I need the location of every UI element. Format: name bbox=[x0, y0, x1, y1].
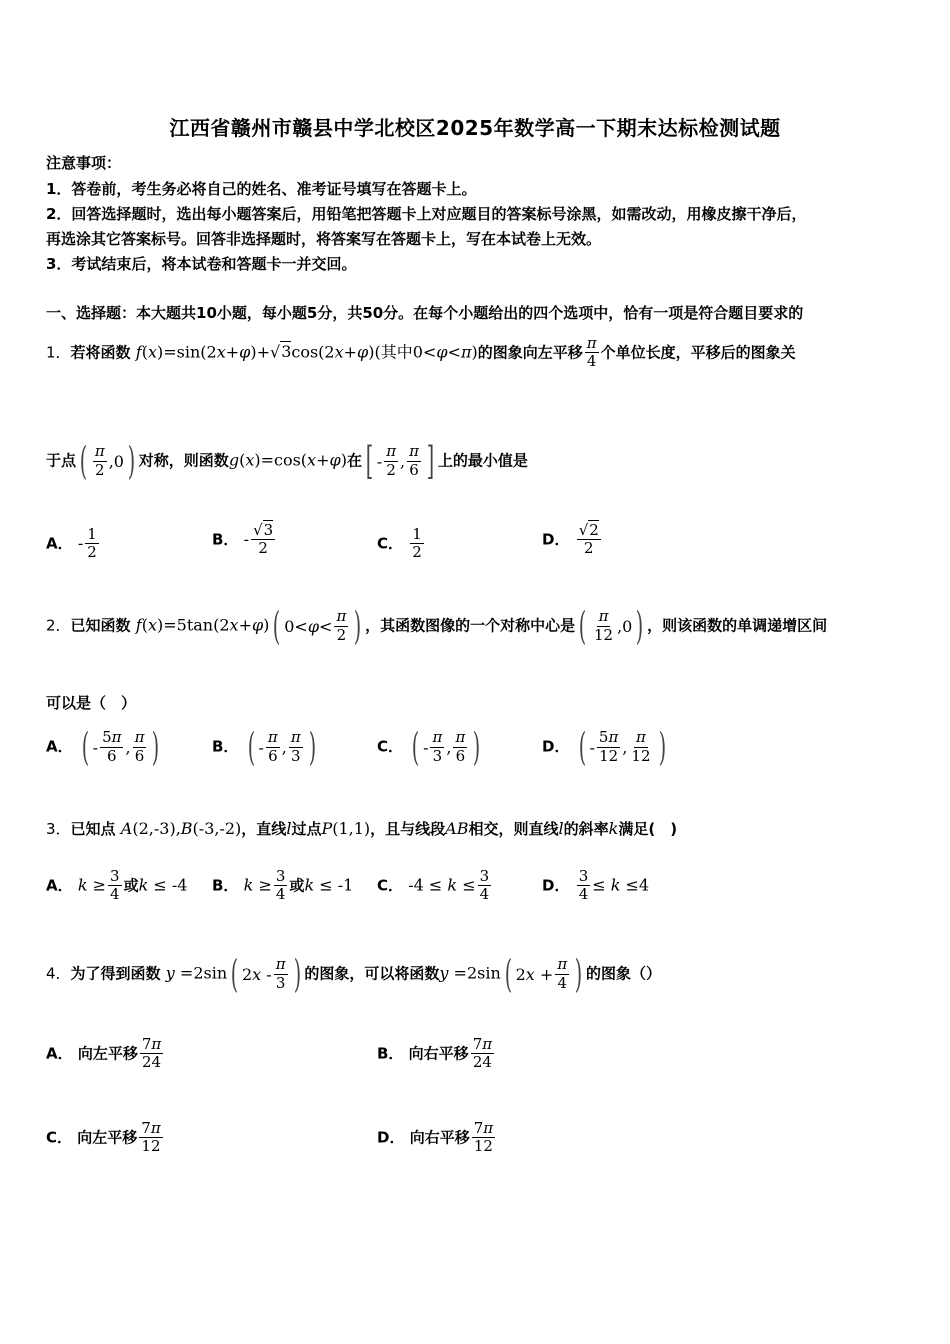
question-4: 4．为了得到函数 y =2sin ( 2x - $\frac{\pi}{3}$ ) 的图象，可以将函数y =2sin ( 2x + $\frac{\pi}{4}$ ) 的图象（） bbox=[46, 952, 662, 996]
q3-option-b[interactable]: B． k ≥ $\frac{3}{4}$ 或k ≤ -1 bbox=[212, 867, 354, 904]
q3-option-d[interactable]: D． $\frac{3}{4}$ ≤ k ≤4 bbox=[542, 867, 650, 904]
question-2-line-1: 2．已知函数 f(x)=5tan(2x+φ) ( 0<φ< $\frac{\pi}{2}$ ) ，其函数图像的一个对称中心是 ( $\frac{\pi}{12}$ ,0 ) ，则该函数的单调递增区间 bbox=[46, 604, 828, 648]
q4-option-b[interactable]: B． 向右平移 $\frac{7\pi}{24}$ bbox=[377, 1035, 493, 1072]
q3-option-c[interactable]: C． -4 ≤ k ≤ $\frac{3}{4}$ bbox=[377, 867, 490, 904]
q3-option-a[interactable]: A． k ≥ $\frac{3}{4}$ 或k ≤ -4 bbox=[46, 867, 188, 904]
q1-option-c[interactable]: C． $\frac{1}{2}$ bbox=[377, 525, 422, 562]
q4-option-a[interactable]: A． 向左平移 $\frac{7\pi}{24}$ bbox=[46, 1035, 162, 1072]
q1-option-b[interactable]: B． - $\frac{√3}{2}$ bbox=[212, 521, 274, 558]
notes-heading: 注意事项： bbox=[46, 154, 122, 172]
fraction: $\frac{\pi}{4}$ bbox=[586, 334, 597, 371]
note-item-2: 2．回答选择题时，选出每小题答案后，用铅笔把答题卡上对应题目的答案标号涂黑，如需改动，用橡皮擦干净后， bbox=[46, 205, 807, 223]
question-number: 1． bbox=[46, 343, 71, 362]
q2-option-a[interactable]: A． ( - $\frac{5\pi}{6}$ , $\frac{\pi}{6}$ ) bbox=[46, 725, 160, 769]
question-1-line-2: 于点 ( $\frac{\pi}{2}$ ,0 ) 对称，则函数g(x)=cos(x+φ)在 [ - $\frac{\pi}{2}$ , $\frac{\pi}{6}$ ] 上的最小值是 bbox=[46, 439, 528, 483]
q4-option-d[interactable]: D． 向右平移 $\frac{7\pi}{12}$ bbox=[377, 1119, 494, 1156]
q1-option-d[interactable]: D． $\frac{√2}{2}$ bbox=[542, 521, 599, 558]
formula: f(x)=sin(2x+φ)+√3cos(2x+φ)(其中0<φ<π) bbox=[135, 342, 478, 362]
section-heading: 一、选择题：本大题共10小题，每小题5分，共50分。在每个小题给出的四个选项中，恰有一项是符合题目要求的 bbox=[46, 304, 804, 322]
note-item-2-cont: 再选涂其它答案标号。回答非选择题时，将答案写在答题卡上，写在本试卷上无效。 bbox=[46, 230, 602, 248]
question-2-line-2: 可以是（ ） bbox=[46, 694, 137, 712]
interval: [ - $\frac{\pi}{2}$ , $\frac{\pi}{6}$ ] bbox=[365, 439, 435, 483]
q4-option-c[interactable]: C． 向左平移 $\frac{7\pi}{12}$ bbox=[46, 1119, 161, 1156]
q2-option-c[interactable]: C． ( - $\frac{\pi}{3}$ , $\frac{\pi}{6}$ ) bbox=[377, 725, 481, 769]
q2-option-d[interactable]: D． ( - $\frac{5\pi}{12}$ , $\frac{\pi}{12}$ ) bbox=[542, 725, 666, 769]
note-item-1: 1．答卷前，考生务必将自己的姓名、准考证号填写在答题卡上。 bbox=[46, 180, 477, 198]
question-3: 3．已知点 A(2,-3),B(-3,-2)，直线l过点P(1,1)，且与线段AB相交，则直线l的斜率k满足( ) bbox=[46, 819, 678, 838]
q2-option-b[interactable]: B． ( - $\frac{\pi}{6}$ , $\frac{\pi}{3}$ ) bbox=[212, 725, 316, 769]
q1-option-a[interactable]: A． - $\frac{1}{2}$ bbox=[46, 525, 97, 562]
point: ( $\frac{\pi}{2}$ ,0 ) bbox=[79, 439, 136, 483]
note-item-3: 3．考试结束后，将本试卷和答题卡一并交回。 bbox=[46, 255, 357, 273]
question-1-line-1: 1．若将函数 f(x)=sin(2x+φ)+√3cos(2x+φ)(其中0<φ<π)的图象向左平移 $\frac{\pi}{4}$ 个单位长度，平移后的图象关 bbox=[46, 334, 796, 371]
page-title: 江西省赣州市赣县中学北校区2025年数学高一下期末达标检测试题 bbox=[169, 116, 781, 140]
